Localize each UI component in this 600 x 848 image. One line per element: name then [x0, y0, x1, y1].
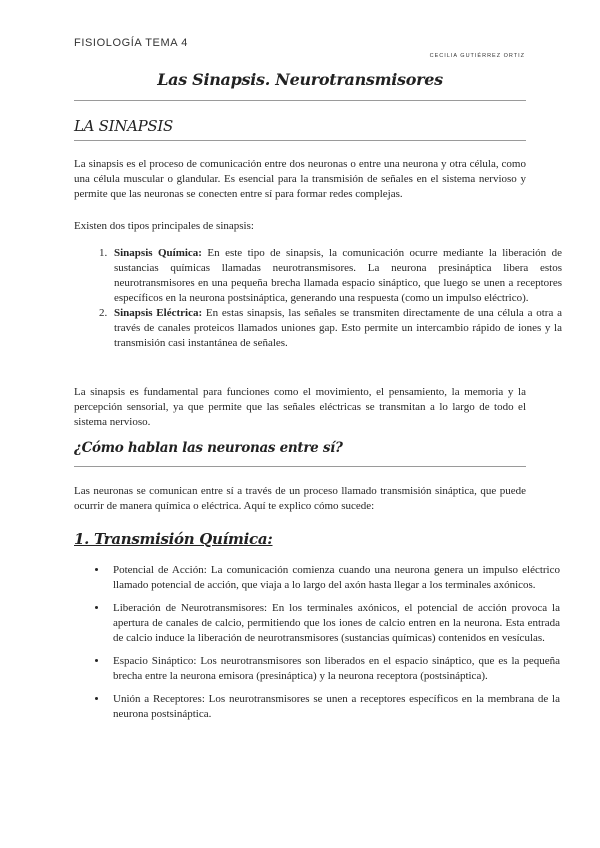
type-description: En este tipo de sinapsis, la comunicación ocurre mediante la liberación de sustancias químicas llamadas neurotransmisores. La neurona presináptica libera estos neurotransmisores en una pequeña brecha llamada espacio sináptico, que luego se unen a receptores específicos en la neurona postsináptica, generando una respuesta (como un impulso eléctrico). — [114, 247, 562, 304]
list-item: • Potencial de Acción: La comunicación comienza cuando una neurona genera un impulso eléctrico llamado potencial de acción, que viaja a lo largo del axón hasta llegar a los terminales axónicos. — [108, 563, 560, 593]
quimica-steps-list — [74, 563, 560, 730]
type-name: Sinapsis Química: — [114, 247, 202, 259]
list-item — [110, 306, 562, 351]
subject-header: FISIOLOGÍA TEMA 4 — [74, 37, 188, 49]
section-heading-sinapsis: LA SINAPSIS — [74, 117, 173, 135]
sinapsis-closing-paragraph: La sinapsis es fundamental para funciones como el movimiento, el pensamiento, la memoria y la percepción sensorial, ya que permite que las señales eléctricas se transmitan a lo largo de todo el sistema nervioso. — [74, 386, 526, 428]
list-item: • Espacio Sináptico: Los neurotransmisores son liberados en el espacio sináptico, que es la pequeña brecha entre la neurona emisora (presináptica) y la neurona receptora (postsináptica). — [108, 654, 560, 684]
types-intro-paragraph: Existen dos tipos principales de sinapsis: — [74, 220, 254, 232]
section-divider — [74, 140, 526, 141]
list-item: • Unión a Receptores: Los neurotransmisores se unen a receptores específicos en la membrana de la neurona postsináptica. — [108, 692, 560, 722]
sinapsis-types-list — [74, 246, 562, 351]
section-heading-quimica: 1. Transmisión Química: — [74, 530, 273, 548]
section-divider — [74, 466, 526, 467]
title-divider — [74, 100, 526, 101]
author-header: CECILIA GUTIÉRREZ ORTIZ — [429, 53, 525, 59]
list-item: • Liberación de Neurotransmisores: En los terminales axónicos, el potencial de acción provoca la apertura de canales de calcio, permitiendo que los iones de calcio entren en la neurona. Esta entrada de calcio induce la liberación de neurotransmisores (sustancias químicas) contenidos en vesículas. — [108, 601, 560, 646]
section-heading-comunicacion: ¿Cómo hablan las neuronas entre sí? — [74, 440, 343, 456]
document-title: Las Sinapsis. Neurotransmisores — [157, 70, 443, 89]
comunicacion-intro-paragraph: Las neuronas se comunican entre sí a través de un proceso llamado transmisión sináptica, que puede ocurrir de manera química o eléctrica. Aquí te explico cómo sucede: — [74, 485, 526, 512]
list-item — [110, 246, 562, 306]
type-description: En estas sinapsis, las señales se transmiten directamente de una célula a otra a través de canales proteicos llamados uniones gap. Esto permite un intercambio rápido de iones y la transmisión casi instantánea de señales. — [114, 307, 562, 349]
type-name: Sinapsis Eléctrica: — [114, 307, 203, 319]
sinapsis-intro-paragraph: La sinapsis es el proceso de comunicación entre dos neuronas o entre una neurona y otra célula, como una célula muscular o glandular. Es esencial para la transmisión de señales en el sistema nervioso y permite que las neuronas se conecten entre sí para formar redes complejas. — [74, 158, 526, 200]
